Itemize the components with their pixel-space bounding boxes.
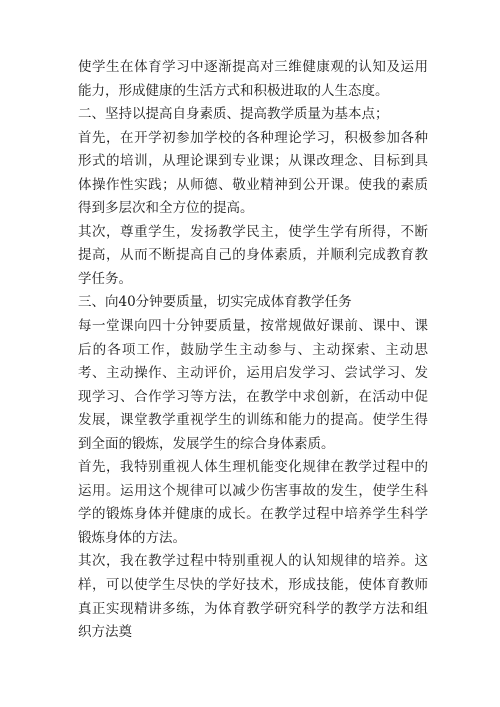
paragraph-first-physiology: 首先，我特别重视人体生理机能变化规律在教学过程中的运用。运用这个规律可以减少伤害事故的发生，使学生科学的锻炼身体并健康的成长。在教学过程中培养学生科学锻炼身体的方法。 [78,459,428,546]
paragraph-class-quality: 每一堂课向四十分钟要质量，按常规做好课前、课中、课后的各项工作，鼓励学生主动参与、主动探索、主动思考、主动操作、主动评价，运用启发学习、尝试学习、发现学习、合作学习等方法，在教学中求创新，在活动中促发展，课堂教学重视学生的训练和能力的提高。使学生得到全面的锻炼，发展学生的综合身体素质。 [78,318,428,452]
paragraph-second-cognition: 其次，我在教学过程中特别重视人的认知规律的培养。这样，可以使学生尽快的学好技术，形成技能，使体育教师真正实现精讲多练，为体育教学研究科学的教学方法和组织方法奠 [78,553,428,641]
section-heading-two: 二、坚持以提高自身素质、提高教学质量为基本点； [78,106,389,123]
paragraph-intro-continuation: 使学生在体育学习中逐渐提高对三维健康观的认知及运用能力，形成健康的生活方式和积极进取的人生态度。 [78,59,428,99]
section-heading-three: 三、向40分钟要质量，切实完成体育教学任务 [78,294,352,311]
paragraph-second-respect: 其次，尊重学生，发扬教学民主，使学生学有所得，不断提高，从而不断提高自己的身体素质，并顺利完成教育教学任务。 [78,223,428,287]
document-body [78,56,428,645]
paragraph-first-training: 首先，在开学初参加学校的各种理论学习，积极参加各种形式的培训，从理论课到专业课；从课改理念、目标到具体操作性实践；从师德、敬业精神到公开课。使我的素质得到多层次和全方位的提高。 [78,129,428,217]
